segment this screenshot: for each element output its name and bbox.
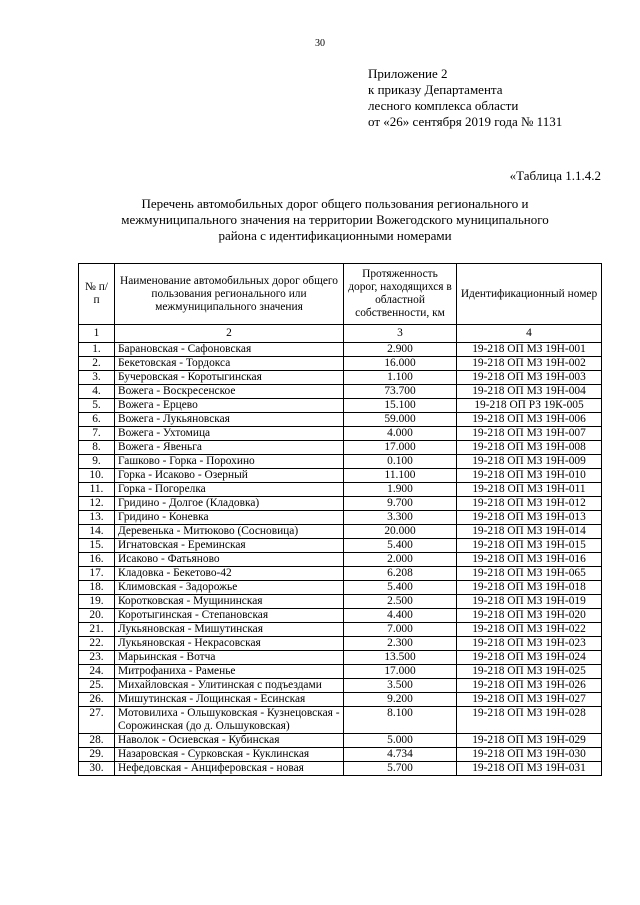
road-id: 19-218 ОП МЗ 19Н-011 [457,483,602,497]
road-name: Климовская - Задорожье [115,581,344,595]
header-length: Протяженность дорог, находящихся в областной собственности, км [344,264,457,325]
road-length: 8.100 [344,707,457,734]
road-name: Коротыгинская - Степановская [115,609,344,623]
title-line: Перечень автомобильных дорог общего пользования регионального и [141,196,529,211]
road-id: 19-218 ОП МЗ 19Н-026 [457,679,602,693]
road-name: Деревенька - Митюково (Сосновица) [115,525,344,539]
road-length: 4.400 [344,609,457,623]
table-row [79,441,602,455]
table-row [79,399,602,413]
road-length: 5.400 [344,581,457,595]
row-number: 8. [79,441,115,455]
road-id: 19-218 ОП МЗ 19Н-019 [457,595,602,609]
road-name: Наволок - Осиевская - Кубинская [115,734,344,748]
row-number: 12. [79,497,115,511]
row-number: 26. [79,693,115,707]
table-row [79,357,602,371]
road-length: 3.500 [344,679,457,693]
road-name: Кладовка - Бекетово-42 [115,567,344,581]
road-name: Митрофаниха - Раменье [115,665,344,679]
row-number: 18. [79,581,115,595]
road-id: 19-218 ОП МЗ 19Н-025 [457,665,602,679]
row-number: 30. [79,762,115,776]
road-id: 19-218 ОП МЗ 19Н-030 [457,748,602,762]
road-name: Исаково - Фатьяново [115,553,344,567]
road-length: 11.100 [344,469,457,483]
road-id: 19-218 ОП МЗ 19Н-002 [457,357,602,371]
table-header-row [79,264,602,325]
road-id: 19-218 ОП МЗ 19Н-015 [457,539,602,553]
row-number: 25. [79,679,115,693]
table-row [79,665,602,679]
table-row [79,497,602,511]
column-index: 4 [457,325,602,343]
row-number: 17. [79,567,115,581]
road-id: 19-218 ОП МЗ 19Н-022 [457,623,602,637]
road-length: 2.900 [344,343,457,357]
road-id: 19-218 ОП МЗ 19Н-065 [457,567,602,581]
row-number: 16. [79,553,115,567]
row-number: 1. [79,343,115,357]
row-number: 3. [79,371,115,385]
road-id: 19-218 ОП МЗ 19Н-023 [457,637,602,651]
road-id: 19-218 ОП МЗ 19Н-016 [457,553,602,567]
column-index: 1 [79,325,115,343]
table-row [79,651,602,665]
road-name: Мишутинская - Лощинская - Есинская [115,693,344,707]
road-id: 19-218 ОП МЗ 19Н-024 [457,651,602,665]
row-number: 5. [79,399,115,413]
table-row [79,567,602,581]
road-name: Бучеровская - Коротыгинская [115,371,344,385]
road-id: 19-218 ОП МЗ 19Н-031 [457,762,602,776]
road-length: 1.900 [344,483,457,497]
table-row [79,679,602,693]
row-number: 20. [79,609,115,623]
title-line: межмуниципального значения на территории Вожегодского муниципального [121,212,549,227]
road-id: 19-218 ОП МЗ 19Н-010 [457,469,602,483]
table-row [79,427,602,441]
road-name: Горка - Исаково - Озерный [115,469,344,483]
road-id: 19-218 ОП МЗ 19Н-007 [457,427,602,441]
appendix-line: к приказу Департамента [368,82,503,97]
road-name: Гридино - Долгое (Кладовка) [115,497,344,511]
road-length: 59.000 [344,413,457,427]
road-id: 19-218 ОП МЗ 19Н-027 [457,693,602,707]
table-row [79,413,602,427]
table-row [79,623,602,637]
road-name: Вожега - Воскресенское [115,385,344,399]
road-name: Мотовилиха - Ольшуковская - Кузнецовская - Сорожинская (до д. Ольшуковская) [115,707,344,734]
road-length: 5.700 [344,762,457,776]
table-row [79,343,602,357]
road-name: Нефедовская - Анциферовская - новая [115,762,344,776]
row-number: 29. [79,748,115,762]
appendix-line: лесного комплекса области [368,98,519,113]
road-name: Вожега - Лукьяновская [115,413,344,427]
road-name: Игнатовская - Ереминская [115,539,344,553]
road-id: 19-218 ОП МЗ 19Н-003 [457,371,602,385]
road-id: 19-218 ОП МЗ 19Н-009 [457,455,602,469]
row-number: 7. [79,427,115,441]
road-name: Вожега - Явеньга [115,441,344,455]
column-index: 2 [115,325,344,343]
header-num: № п/п [79,264,115,325]
appendix-header [368,66,562,130]
row-number: 22. [79,637,115,651]
road-name: Лукьяновская - Мишутинская [115,623,344,637]
road-length: 15.100 [344,399,457,413]
road-length: 0.100 [344,455,457,469]
road-id: 19-218 ОП МЗ 19Н-018 [457,581,602,595]
road-length: 5.000 [344,734,457,748]
table-row [79,595,602,609]
column-index-row [79,325,602,343]
row-number: 10. [79,469,115,483]
row-number: 9. [79,455,115,469]
row-number: 11. [79,483,115,497]
road-name: Коротковская - Мущининская [115,595,344,609]
road-length: 6.208 [344,567,457,581]
road-length: 2.000 [344,553,457,567]
row-number: 15. [79,539,115,553]
road-name: Гашково - Горка - Порохино [115,455,344,469]
road-id: 19-218 ОП МЗ 19Н-020 [457,609,602,623]
table-row [79,511,602,525]
table-row [79,455,602,469]
table-row [79,371,602,385]
road-length: 4.000 [344,427,457,441]
row-number: 4. [79,385,115,399]
road-name: Вожега - Ухтомица [115,427,344,441]
table-row [79,525,602,539]
road-length: 1.100 [344,371,457,385]
column-index: 3 [344,325,457,343]
road-length: 20.000 [344,525,457,539]
road-length: 3.300 [344,511,457,525]
road-length: 7.000 [344,623,457,637]
table-row [79,581,602,595]
road-name: Барановская - Сафоновская [115,343,344,357]
table-row [79,385,602,399]
title-line: района с идентификационными номерами [218,228,452,243]
road-length: 9.700 [344,497,457,511]
road-name: Горка - Погорелка [115,483,344,497]
header-id: Идентификационный номер [457,264,602,325]
road-length: 16.000 [344,357,457,371]
table-row [79,469,602,483]
road-id: 19-218 ОП МЗ 19Н-001 [457,343,602,357]
road-length: 2.500 [344,595,457,609]
table-row [79,609,602,623]
road-length: 2.300 [344,637,457,651]
row-number: 21. [79,623,115,637]
row-number: 19. [79,595,115,609]
road-length: 73.700 [344,385,457,399]
table-row [79,693,602,707]
road-id: 19-218 ОП МЗ 19Н-029 [457,734,602,748]
row-number: 14. [79,525,115,539]
document-title [70,196,600,244]
appendix-line: от «26» сентября 2019 года № 1131 [368,114,563,129]
row-number: 23. [79,651,115,665]
row-number: 2. [79,357,115,371]
row-number: 27. [79,707,115,734]
roads-table [78,263,602,776]
road-id: 19-218 ОП МЗ 19Н-012 [457,497,602,511]
road-length: 9.200 [344,693,457,707]
row-number: 13. [79,511,115,525]
table-row [79,707,602,734]
row-number: 6. [79,413,115,427]
table-row [79,483,602,497]
table-row [79,539,602,553]
road-name: Михайловская - Улитинская с подъездами [115,679,344,693]
road-length: 5.400 [344,539,457,553]
road-name: Назаровская - Сурковская - Куклинская [115,748,344,762]
road-length: 4.734 [344,748,457,762]
row-number: 24. [79,665,115,679]
road-id: 19-218 ОП МЗ 19Н-006 [457,413,602,427]
road-name: Марьинская - Вотча [115,651,344,665]
road-length: 17.000 [344,665,457,679]
road-name: Вожега - Ерцево [115,399,344,413]
road-id: 19-218 ОП РЗ 19К-005 [457,399,602,413]
road-id: 19-218 ОП МЗ 19Н-028 [457,707,602,734]
table-row [79,734,602,748]
road-name: Гридино - Коневка [115,511,344,525]
road-id: 19-218 ОП МЗ 19Н-004 [457,385,602,399]
table-row [79,748,602,762]
table-row [79,762,602,776]
table-label: «Таблица 1.1.4.2 [509,168,601,183]
page-number: 30 [315,38,325,49]
header-name: Наименование автомобильных дорог общего пользования регионального или межмуниципального значения [115,264,344,325]
roads-table-body [79,343,602,776]
road-length: 13.500 [344,651,457,665]
road-id: 19-218 ОП МЗ 19Н-014 [457,525,602,539]
road-id: 19-218 ОП МЗ 19Н-008 [457,441,602,455]
appendix-line: Приложение 2 [368,66,448,81]
table-row [79,553,602,567]
road-name: Лукьяновская - Некрасовская [115,637,344,651]
road-id: 19-218 ОП МЗ 19Н-013 [457,511,602,525]
road-length: 17.000 [344,441,457,455]
table-row [79,637,602,651]
row-number: 28. [79,734,115,748]
road-name: Бекетовская - Тордокса [115,357,344,371]
